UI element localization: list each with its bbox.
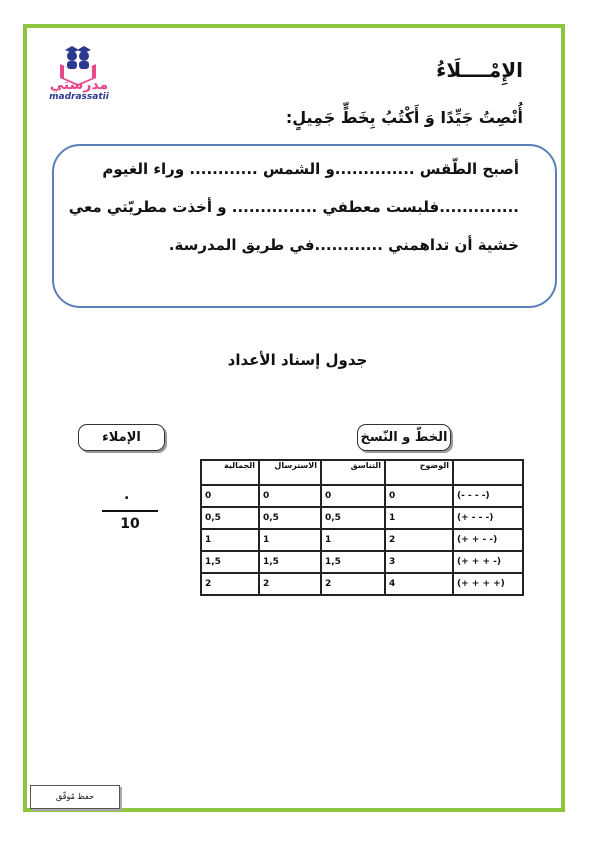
logo-latin: madrassatii [49,92,109,102]
criteria-code: (+ + + -) [453,551,523,573]
table-cell: 1,5 [321,551,385,573]
header-criteria [453,460,523,485]
logo-text [38,78,120,102]
header-clarity: الوضوح [385,460,453,485]
table-cell: 2 [201,573,259,595]
save-button[interactable]: حفظ مُوقّق [30,785,120,809]
header-consistency: التناسق [321,460,385,485]
table-cell: 1,5 [201,551,259,573]
table-cell: 2 [321,573,385,595]
grading-table [200,459,524,596]
score-max: 10 [120,516,140,532]
table-cell: 0,5 [321,507,385,529]
criteria-code: (- - - -) [453,485,523,507]
table-cell: 1 [385,507,453,529]
table-cell: 1 [321,529,385,551]
header-aesthetics: الجمالية [201,460,259,485]
dictation-label: الإملاء [78,424,165,451]
table-cell: 0,5 [259,507,321,529]
table-row [201,507,523,529]
table-cell: 4 [385,573,453,595]
table-cell: 3 [385,551,453,573]
table-cell: 0,5 [201,507,259,529]
table-cell: 2 [385,529,453,551]
page-title: الإِمْــــلَاءُ [436,58,523,82]
criteria-code: (+ - - -) [453,507,523,529]
table-row [201,573,523,595]
table-cell: 2 [259,573,321,595]
page-frame [23,24,565,812]
score-value: . [124,487,130,503]
dictation-line-3: خشية أن تداهمني ............في طريق المدرسة. [168,236,519,254]
table-cell: 0 [259,485,321,507]
logo-arabic: مدرستي [49,77,109,93]
handwriting-label: الخطّ و النّسخ [357,424,451,451]
table-row [201,485,523,507]
dictation-line-2: ..............فلبست معطفي ............... و أخذت مطريّتي معي [68,198,519,216]
table-row [201,551,523,573]
table-cell: 1 [259,529,321,551]
table-cell: 1,5 [259,551,321,573]
criteria-code: (+ + + +) [453,573,523,595]
table-cell: 0 [385,485,453,507]
table-row [201,529,523,551]
score-divider [102,510,158,512]
criteria-code: (+ + - -) [453,529,523,551]
instruction-text: أُنْصِتُ جَيِّدًا وَ أَكْتُبُ بِخَطٍّ جَمِيلٍ: [285,108,523,127]
dictation-line-1: أصبح الطّقس ..............و الشمس ............ وراء الغيوم [102,160,519,178]
table-cell: 0 [321,485,385,507]
table-cell: 1 [201,529,259,551]
table-header-row [201,460,523,485]
table-cell: 0 [201,485,259,507]
grading-title: جدول إسناد الأعداد [227,351,368,369]
header-fluency: الاسترسال [259,460,321,485]
